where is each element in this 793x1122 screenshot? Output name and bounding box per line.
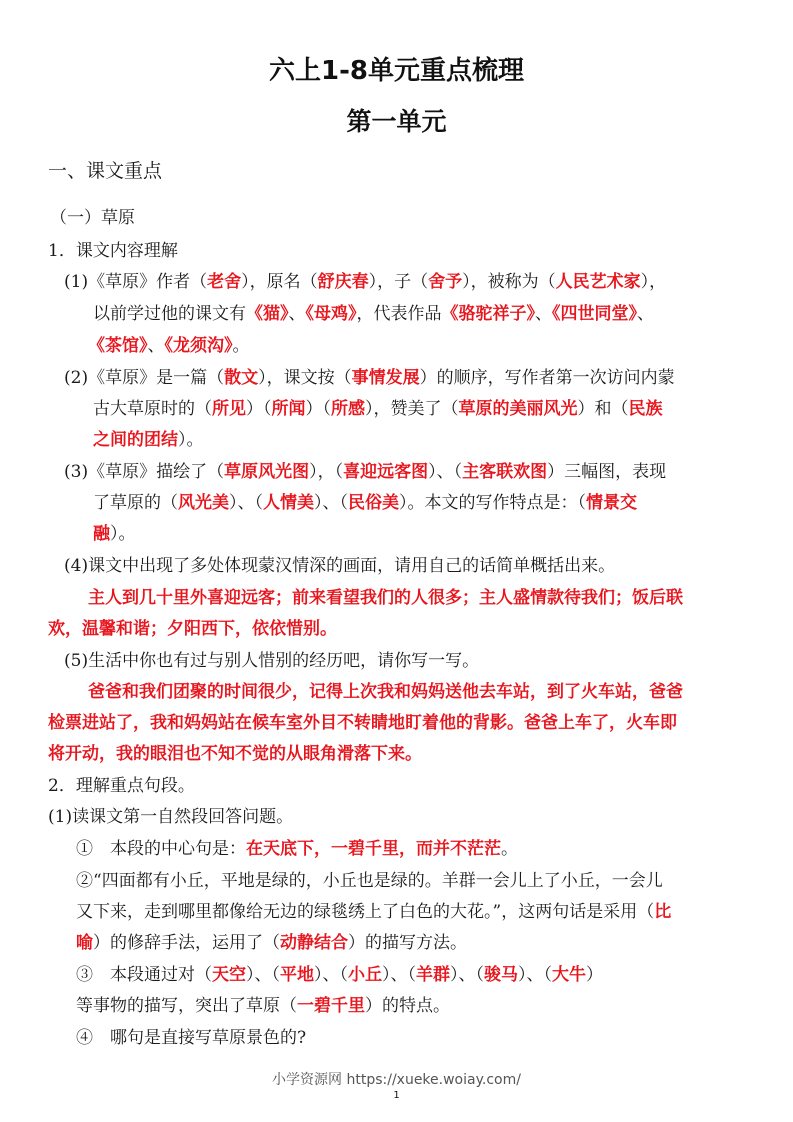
answer-text: 融 — [93, 524, 110, 544]
subsection-heading: （一）草原 — [50, 208, 135, 228]
item-heading: 1．课文内容理解 — [48, 241, 178, 261]
unit-title: 第一单元 — [346, 107, 447, 136]
question-text: ）（ — [246, 399, 272, 419]
answer-text: 老舍 — [207, 272, 242, 292]
question-text: ），子（ — [368, 272, 429, 292]
question-text: ）、（ — [314, 493, 348, 513]
answer-text: 民族 — [628, 399, 663, 419]
answer-text: 骏马 — [484, 965, 518, 985]
answer-text: 《四世同堂》 — [552, 304, 637, 324]
question-text: ）的修辞手法，运用了（ — [93, 933, 280, 953]
question-text: ① 本段的中心句是： — [76, 839, 246, 859]
q4-answer-line1: 主人到几十里外喜迎远客；前来看望我们的人很多；主人盛情款待我们；饭后联 — [88, 588, 683, 608]
question-text: 。 — [232, 336, 250, 356]
question-text: (3)《草原》描绘了（ — [64, 462, 225, 482]
question-text: 了草原的（ — [93, 493, 178, 513]
question-text: ，代表作品 — [356, 304, 442, 324]
question-text: ）的顺序，写作者第一次访问内蒙 — [419, 368, 675, 388]
answer-text: 小丘 — [348, 965, 382, 985]
q2-line3 — [93, 429, 204, 451]
answer-text: 《龙须沟》 — [164, 336, 233, 356]
question-text: ）、（ — [229, 493, 263, 513]
q4-answer-line2: 欢，温馨和谐；夕阳西下，依依惜别。 — [48, 619, 337, 639]
question-text: ）。本文的写作特点是：（ — [399, 493, 586, 513]
answer-text: 动静结合 — [280, 933, 348, 953]
answer-text: 舒庆春 — [317, 272, 369, 292]
question-text: 等事物的描写，突出了草原（ — [76, 996, 297, 1016]
q5-answer-line2: 检票进站了，我和妈妈站在候车室外目不转睛地盯着他的背影。爸爸上车了，火车即 — [48, 713, 677, 733]
question-text: ）的描写方法。 — [348, 933, 467, 953]
section-heading: 一、课文重点 — [48, 160, 163, 182]
footer-watermark: 小学资源网 https://xueke.woiay.com/ — [272, 1072, 521, 1088]
answer-text: 羊群 — [416, 965, 450, 985]
question-text: ），被称为（ — [462, 272, 556, 292]
question-text: (1)《草原》作者（ — [64, 272, 208, 292]
item2-heading: 2．理解重点句段。 — [48, 776, 195, 796]
question-text: 、 — [288, 304, 306, 324]
answer-text: 所见 — [212, 399, 246, 419]
question-text: ）、（ — [450, 965, 484, 985]
q3-line3 — [93, 523, 136, 545]
answer-text: 人情美 — [263, 493, 314, 513]
question-text: 以前学过他的课文有 — [93, 304, 246, 324]
answer-text: 《茶馆》 — [88, 336, 148, 356]
question-text: 、 — [147, 336, 165, 356]
answer-text: 喻 — [76, 933, 93, 953]
q3-line2 — [93, 492, 637, 514]
question-text: ），课文按（ — [258, 368, 352, 388]
q5-answer-line1: 爸爸和我们团聚的时间很少，记得上次我和妈妈送他去车站，到了火车站，爸爸 — [88, 682, 683, 702]
question-text: ）的特点。 — [365, 996, 450, 1016]
question-text: ）三幅图，表现 — [547, 462, 667, 482]
question-text: ②“四面都有小丘，平地是绿的，小丘也是绿的。羊群一会儿上了小丘，一会儿 — [76, 871, 663, 891]
p1-question: (1)读课文第一自然段回答问题。 — [48, 807, 294, 827]
question-text: (2)《草原》是一篇（ — [64, 368, 225, 388]
answer-text: 一碧千里 — [297, 996, 365, 1016]
answer-text: 在天底下，一碧千里，而并不茫茫 — [246, 839, 501, 859]
q5-answer-line3: 将开动，我的眼泪也不知不觉的从眼角滑落下来。 — [48, 744, 422, 764]
q5-question: (5)生活中你也有过与别人惜别的经历吧，请你写一写。 — [64, 651, 480, 671]
question-text: ），赞美了（ — [365, 399, 459, 419]
answer-text: 风光美 — [178, 493, 229, 513]
q1-line1 — [64, 271, 666, 293]
answer-text: 《猫》 — [246, 304, 289, 324]
answer-text: 天空 — [212, 965, 246, 985]
s1-line — [76, 838, 518, 860]
answer-text: 《骆驼祥子》 — [441, 304, 535, 324]
answer-text: 所感 — [331, 399, 365, 419]
question-text: ），原名（ — [241, 272, 318, 292]
answer-text: 散文 — [224, 368, 259, 388]
q1-line3 — [88, 335, 250, 357]
question-text: 、 — [637, 304, 654, 324]
answer-text: 情景交 — [586, 493, 637, 513]
q2-line1 — [64, 367, 675, 389]
answer-text: 民俗美 — [348, 493, 399, 513]
s2-line1 — [76, 870, 663, 892]
s4-line: ④ 哪句是直接写草原景色的? — [76, 1028, 307, 1048]
q3-line1 — [64, 461, 666, 483]
answer-text: 比 — [654, 902, 672, 922]
question-text: ）、（ — [246, 965, 280, 985]
question-text: 、 — [535, 304, 552, 324]
question-text: 又下来，走到哪里都像给无边的绿毯绣上了白色的大花。”，这两句话是采用（ — [76, 902, 655, 922]
answer-text: 《母鸡》 — [305, 304, 357, 324]
answer-text: 所闻 — [271, 399, 306, 419]
answer-text: 喜迎远客图 — [343, 462, 429, 482]
question-text: 古大草原时的（ — [93, 399, 212, 419]
answer-text: 草原的美丽风光 — [458, 399, 578, 419]
answer-text: 草原风光图 — [224, 462, 310, 482]
page-number: 1 — [393, 1090, 400, 1101]
answer-text: 舍予 — [428, 272, 463, 292]
question-text: 。 — [501, 839, 518, 859]
answer-text: 人民艺术家 — [555, 272, 641, 292]
question-text: ），（ — [309, 462, 344, 482]
answer-text: 事情发展 — [351, 368, 420, 388]
question-text: ） — [586, 965, 603, 985]
q4-question: (4)课文中出现了多处体现蒙汉情深的画面，请用自己的话简单概括出来。 — [64, 556, 616, 576]
document-title: 六上1-8单元重点梳理 — [269, 56, 524, 86]
answer-text: 主客联欢图 — [462, 462, 548, 482]
answer-text: 之间的团结 — [93, 430, 178, 450]
s2-line2 — [76, 901, 671, 923]
question-text: ）、（ — [382, 965, 416, 985]
question-text: ）和（ — [577, 399, 629, 419]
question-text: ）、（ — [518, 965, 552, 985]
s2-line3 — [76, 932, 467, 954]
answer-text: 平地 — [280, 965, 314, 985]
s3-line2 — [76, 995, 450, 1017]
question-text: ③ 本段通过对（ — [76, 965, 212, 985]
q2-line2 — [93, 398, 663, 420]
s3-line1 — [76, 964, 603, 986]
q1-line2 — [93, 303, 654, 325]
question-text: ）、（ — [428, 462, 463, 482]
question-text: ）， — [640, 272, 667, 292]
question-text: ）、（ — [314, 965, 348, 985]
question-text: ）。 — [178, 430, 204, 450]
question-text: ）。 — [110, 524, 136, 544]
answer-text: 大牛 — [552, 965, 586, 985]
question-text: ）（ — [305, 399, 331, 419]
